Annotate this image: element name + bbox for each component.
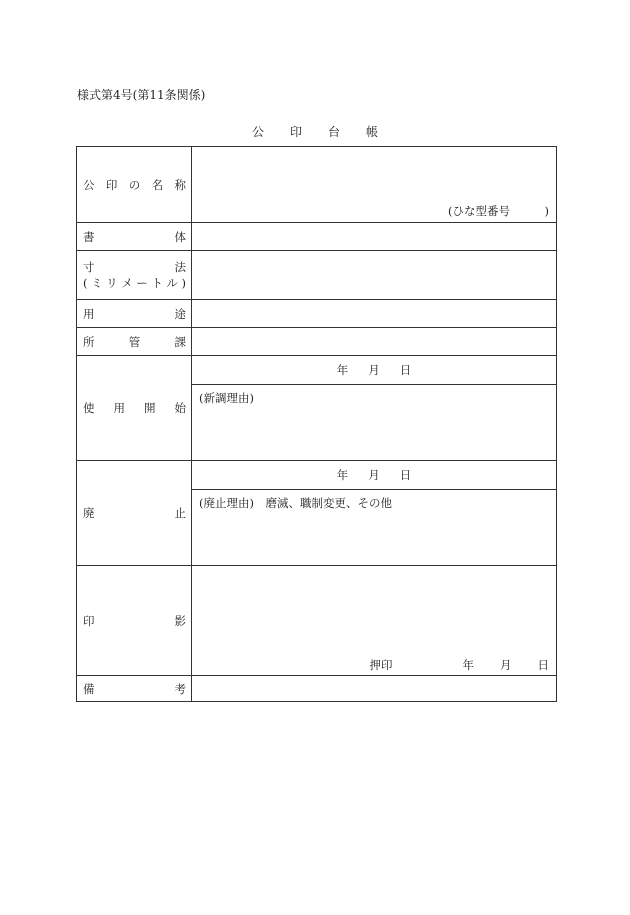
label-remarks [77,676,192,701]
field-size[interactable] [192,251,556,299]
label-text: 使 用 開 始 [83,401,186,415]
field-abolition-reason[interactable] [192,489,556,565]
label-start-of-use [77,356,192,460]
label-seal-impression [77,566,192,675]
label-text: 書 体 [83,229,186,244]
field-seal-impression[interactable] [192,566,556,675]
label-department [77,328,192,355]
field-abolition-date[interactable] [192,461,556,489]
row-remarks [77,675,556,701]
year-label: 年 [462,658,474,672]
year-label: 年 [336,363,349,377]
label-size [77,251,192,299]
year-label: 年 [336,468,349,482]
day-label: 日 [399,468,412,482]
row-size [77,250,556,299]
label-text: 廃 止 [83,506,186,520]
field-typeface[interactable] [192,223,556,250]
row-department [77,327,556,355]
label-seal-name [77,147,192,222]
label-text: 公 印 の 名 称 [83,177,186,192]
row-seal-name [77,147,556,222]
abolition-cell [192,461,556,565]
label-unit: ( ミ リ メ ー ト ル ) [83,276,186,290]
label-text: 印 影 [83,613,186,628]
label-typeface [77,223,192,250]
model-number-label: (ひな型番号 ) [448,204,549,218]
row-start-of-use [77,355,556,460]
label-abolition [77,461,192,565]
month-label: 月 [368,363,380,377]
month-label: 月 [368,468,380,482]
stamped-label: 押印 [369,658,393,672]
row-purpose [77,299,556,327]
seal-ledger-table [76,146,557,702]
label-text: 用 途 [83,306,186,321]
row-seal-impression [77,565,556,675]
start-cell [192,356,556,460]
field-start-date[interactable] [192,356,556,384]
row-typeface [77,222,556,250]
field-seal-name[interactable] [192,147,556,222]
form-number: 様式第4号(第11条関係) [77,88,206,102]
document-title: 公印台帳 [251,125,404,139]
abolition-reason-label: (廃止理由) 磨滅、職制変更、その他 [199,496,392,510]
field-purpose[interactable] [192,300,556,327]
label-purpose [77,300,192,327]
day-label: 日 [537,658,549,672]
label-text: 寸 法 [83,260,186,274]
day-label: 日 [399,363,412,377]
field-remarks[interactable] [192,676,556,701]
field-new-reason[interactable] [192,384,556,460]
label-text: 備 考 [83,681,186,696]
stamp-date-line [370,657,550,673]
field-department[interactable] [192,328,556,355]
month-label: 月 [500,658,512,672]
new-reason-label: (新調理由) [199,391,254,405]
label-text: 所 管 課 [83,334,186,349]
row-abolition [77,460,556,565]
